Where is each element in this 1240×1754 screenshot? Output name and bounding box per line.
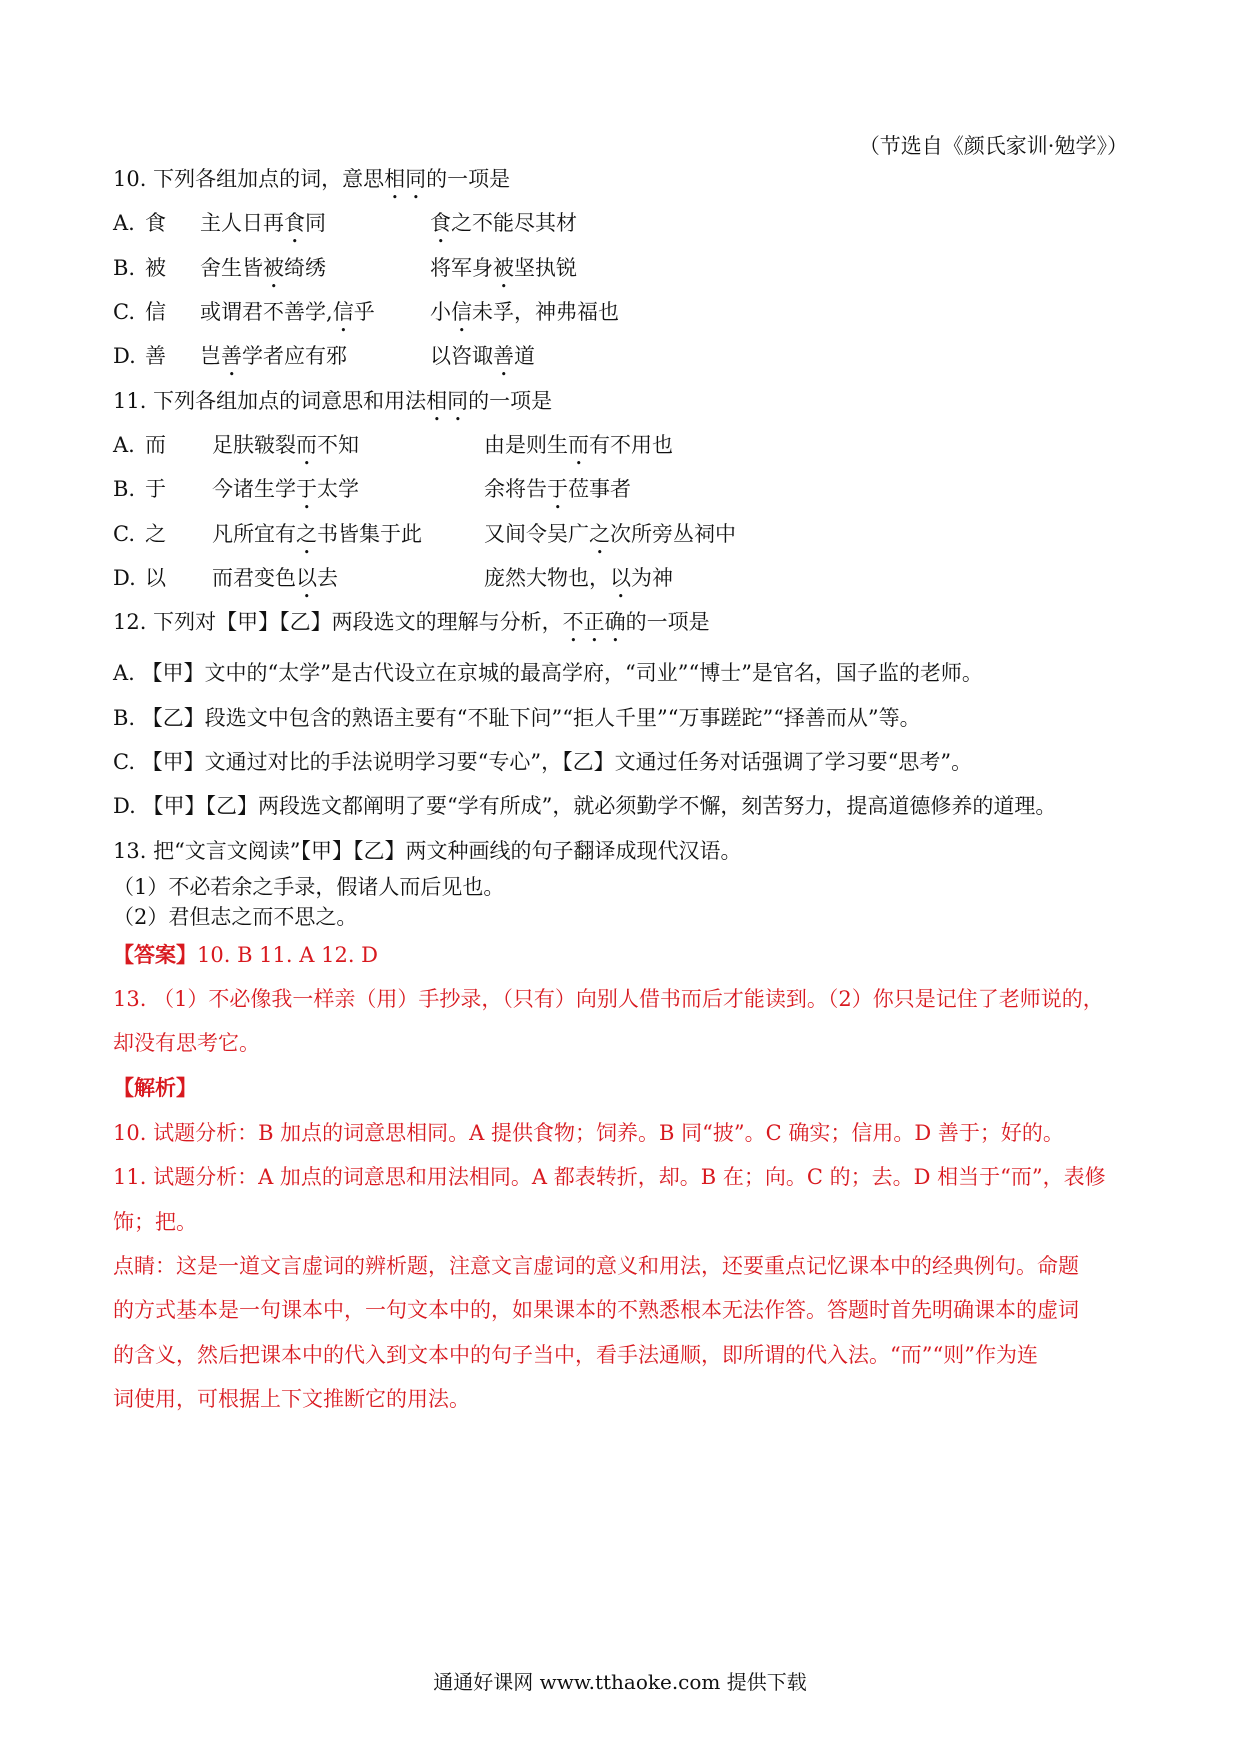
analysis-line: 点睛：这是一道文言虚词的辨析题，注意文言虚词的意义和用法，还要重点记忆课本中的经典例句。命题 xyxy=(113,1254,1079,1278)
option-word: 食 xyxy=(145,211,166,235)
analysis-line: 的含义，然后把课本中的代入到文本中的句子当中，看手法通顺，即所谓的代入法。“而”“则”作为连 xyxy=(113,1343,1038,1367)
page-footer: 通通好课网 www.tthaoke.com 提供下载 xyxy=(433,1670,807,1694)
option-label: A. xyxy=(113,211,135,235)
q12-option-c: C. 【甲】文通过对比的手法说明学习要“专心”，【乙】文通过任务对话强调了学习要“思考”。 xyxy=(113,750,973,774)
answer-line xyxy=(113,940,378,970)
analysis-line: 11. 试题分析：A 加点的词意思和用法相同。A 都表转折，却。B 在；向。C 的；去。D 相当于“而”，表修 xyxy=(113,1165,1106,1189)
answer-q13-line2: 却没有思考它。 xyxy=(113,1031,260,1055)
option-sentence-1: 而君变色以去 xyxy=(212,566,338,590)
analysis-line: 10. 试题分析：B 加点的词意思相同。A 提供食物；饲养。B 同“披”。C 确实；信用。D 善于；好的。 xyxy=(113,1121,1064,1145)
q10-stem: 10. 下列各组加点的词，意思相同的一项是 xyxy=(113,167,511,191)
option-sentence-2: 余将告于莅事者 xyxy=(484,477,631,501)
option-sentence-1: 足肤皲裂而不知 xyxy=(212,433,359,457)
analysis-label: 【解析】 xyxy=(113,1075,197,1100)
option-sentence-1: 岂善学者应有邪 xyxy=(200,344,347,368)
option-word: 被 xyxy=(145,256,166,280)
source-citation: （节选自《颜氏家训·勉学》） xyxy=(858,134,1128,158)
option-label: D. xyxy=(113,566,136,590)
q12-option-b: B. 【乙】段选文中包含的熟语主要有“不耻下问”“拒人千里”“万事蹉跎”“择善而从”等。 xyxy=(113,706,921,730)
option-sentence-1: 今诸生学于太学 xyxy=(212,477,359,501)
option-label: C. xyxy=(113,522,135,546)
option-label: D. xyxy=(113,344,136,368)
q12-option-a: A. 【甲】文中的“太学”是古代设立在京城的最高学府，“司业”“博士”是官名，国子监的老师。 xyxy=(113,661,983,685)
option-sentence-2: 小信未孚，神弗福也 xyxy=(430,300,619,324)
option-sentence-1: 或谓君不善学,信乎 xyxy=(200,300,375,324)
option-sentence-1: 主人日再食同 xyxy=(200,211,326,235)
answer-label: 【答案】 xyxy=(113,942,197,967)
q13-item-1: （1）不必若余之手录，假诸人而后见也。 xyxy=(113,875,505,899)
option-label: C. xyxy=(113,300,135,324)
option-word: 信 xyxy=(145,300,166,324)
option-sentence-2: 将军身被坚执锐 xyxy=(430,256,577,280)
q11-stem: 11. 下列各组加点的词意思和用法相同的一项是 xyxy=(113,389,553,413)
analysis-line: 的方式基本是一句课本中，一句文本中的，如果课本的不熟悉根本无法作答。答题时首先明确课本的虚词 xyxy=(113,1298,1079,1322)
option-sentence-2: 由是则生而有不用也 xyxy=(484,433,673,457)
option-sentence-1: 舍生皆被绮绣 xyxy=(200,256,326,280)
q12-stem: 12. 下列对【甲】【乙】两段选文的理解与分析，不正确的一项是 xyxy=(113,610,710,634)
option-label: A. xyxy=(113,433,135,457)
option-label: B. xyxy=(113,477,136,501)
option-word: 而 xyxy=(145,433,166,457)
q13-stem: 13. 把“文言文阅读”【甲】【乙】两文种画线的句子翻译成现代汉语。 xyxy=(113,839,742,863)
option-word: 善 xyxy=(145,344,166,368)
q13-item-2: （2）君但志之而不思之。 xyxy=(113,905,358,929)
option-sentence-2: 以咨诹善道 xyxy=(430,344,535,368)
option-label: B. xyxy=(113,256,136,280)
analysis-line: 饰；把。 xyxy=(113,1210,197,1234)
answer-text: 10. B 11. A 12. D xyxy=(197,943,379,967)
option-sentence-2: 庞然大物也，以为神 xyxy=(484,566,673,590)
option-sentence-2: 又间令吴广之次所旁丛祠中 xyxy=(484,522,736,546)
option-sentence-1: 凡所宜有之书皆集于此 xyxy=(212,522,422,546)
option-word: 于 xyxy=(145,477,166,501)
option-word: 之 xyxy=(145,522,166,546)
option-sentence-2: 食之不能尽其材 xyxy=(430,211,577,235)
answer-q13-line1: 13. （1）不必像我一样亲（用）手抄录，（只有）向别人借书而后才能读到。（2）你只是记住了老师说的， xyxy=(113,987,1104,1011)
option-word: 以 xyxy=(145,566,166,590)
analysis-line: 词使用，可根据上下文推断它的用法。 xyxy=(113,1387,470,1411)
q12-option-d: D. 【甲】【乙】两段选文都阐明了要“学有所成”，就必须勤学不懈，刻苦努力，提高道德修养的道理。 xyxy=(113,794,1057,818)
